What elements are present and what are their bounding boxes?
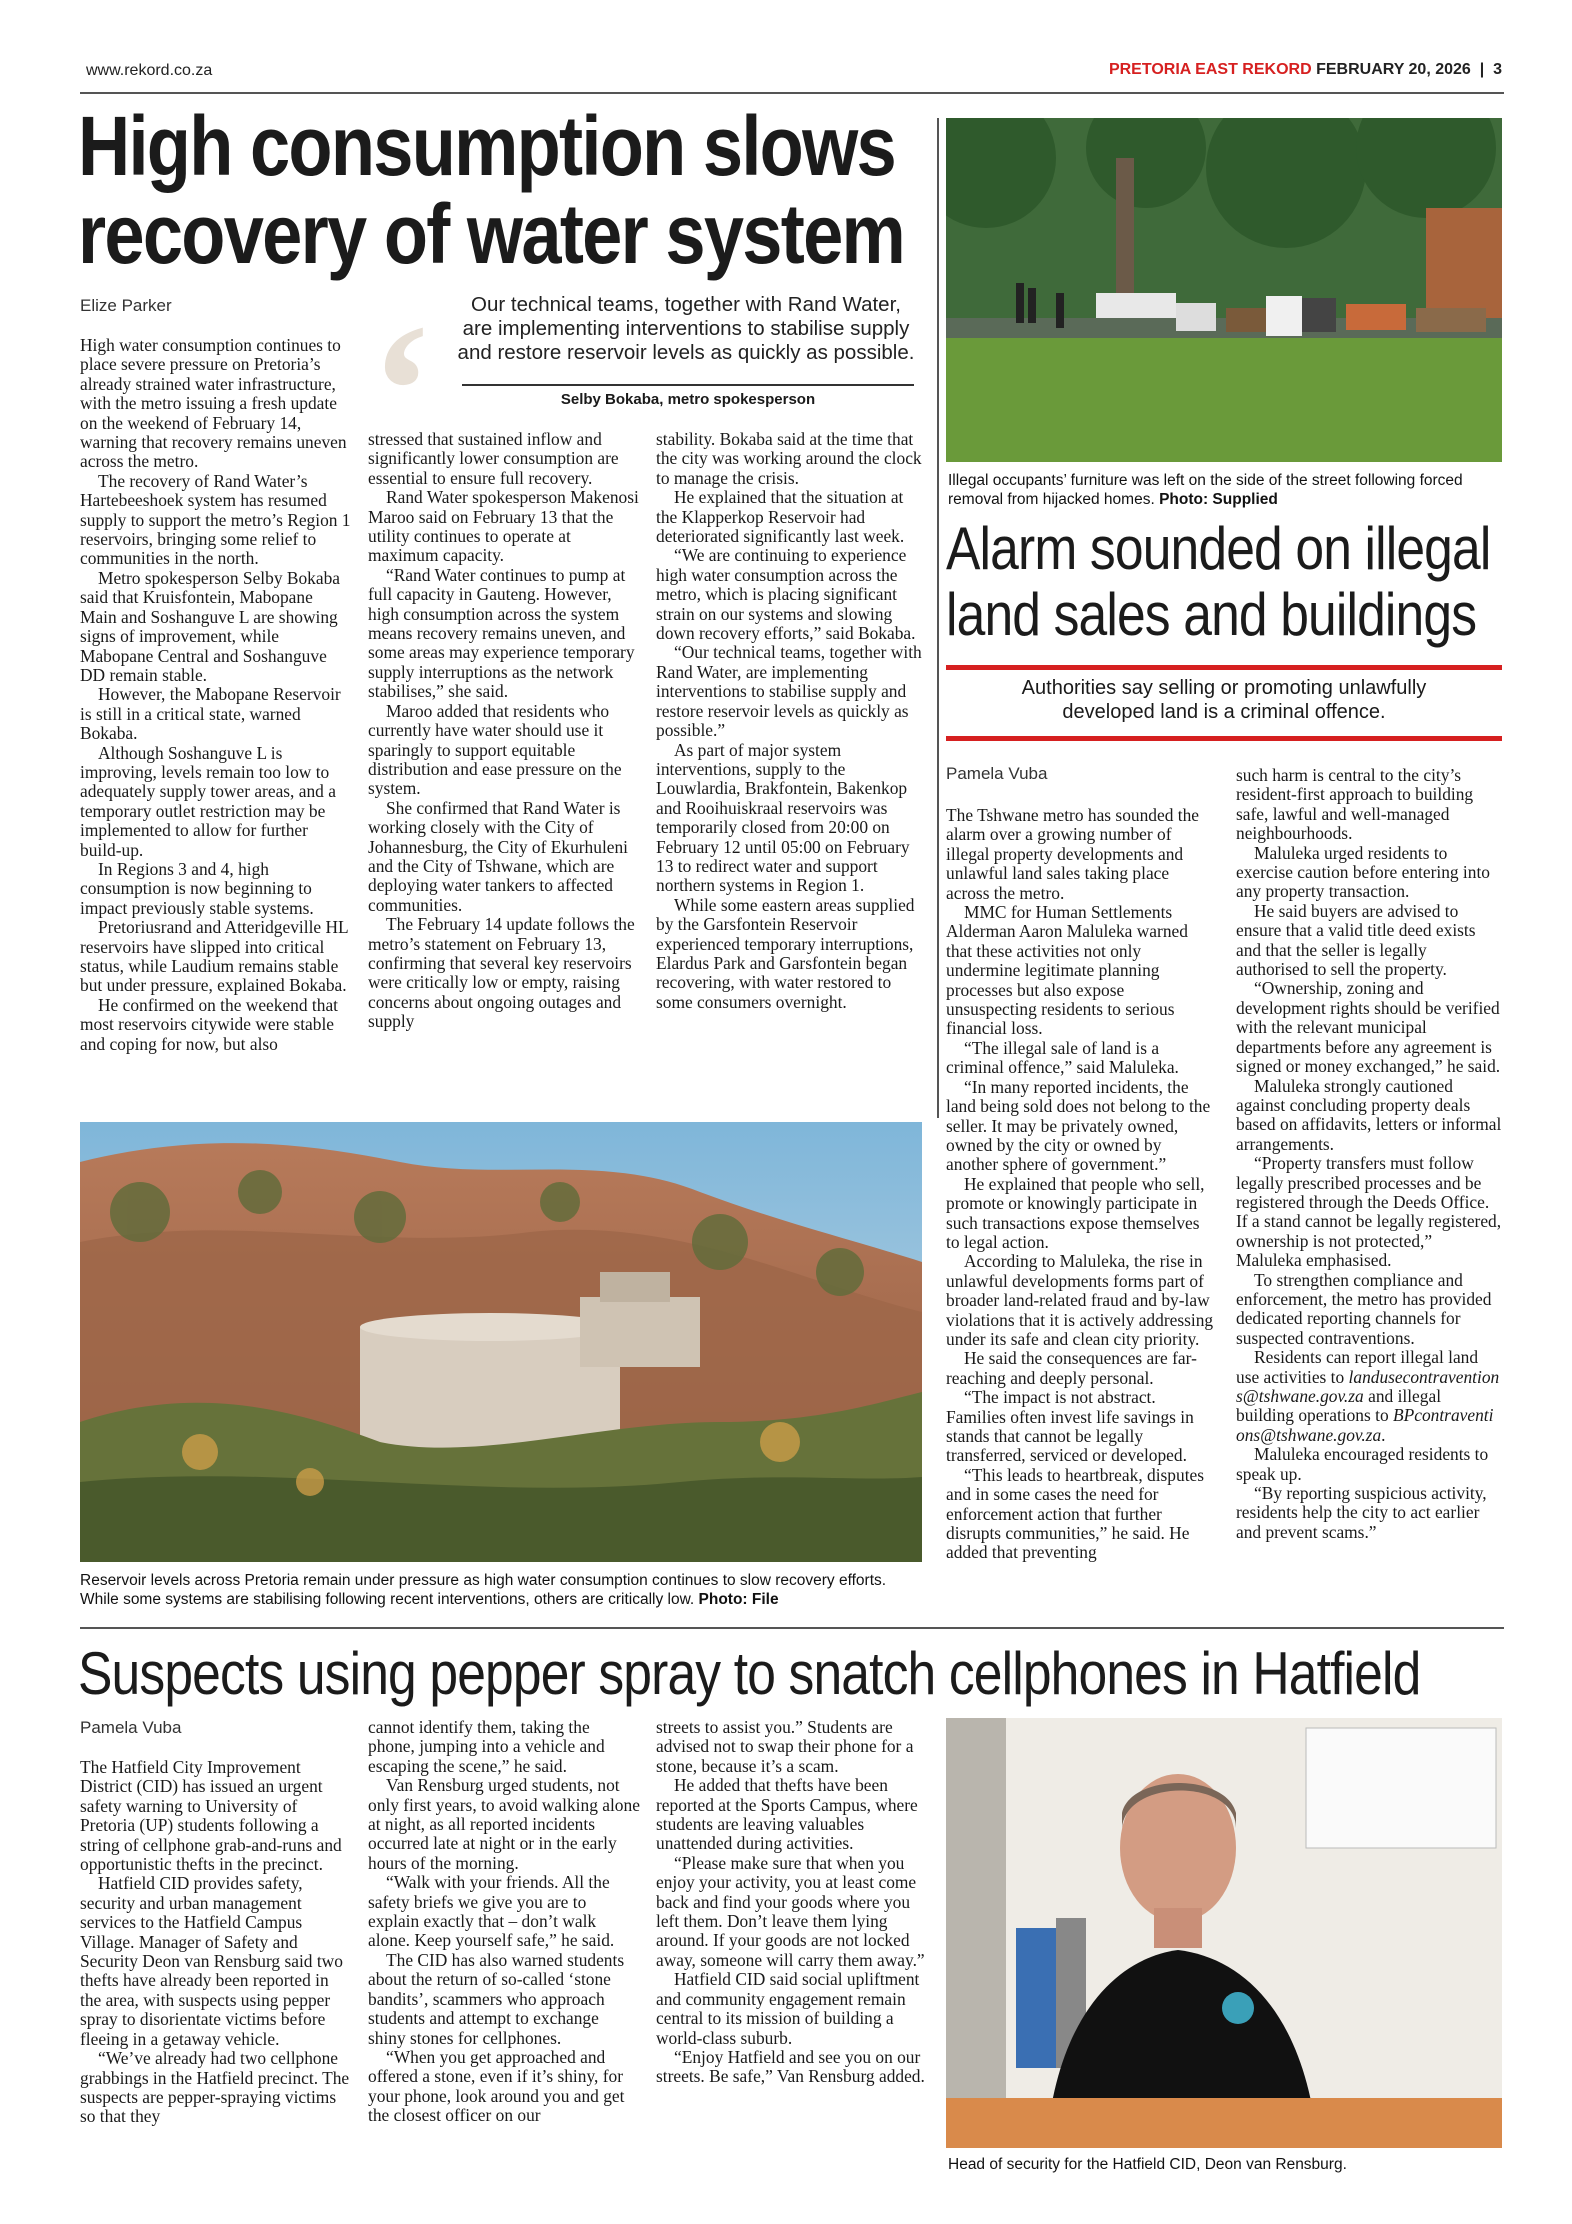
- story3-c3-p4: Hatfield CID said social upliftment and community engagement remain central to its mission of building a world-class suburb.: [656, 1969, 920, 2048]
- story2-c1-p6: According to Maluleka, the rise in unlawful developments forms part of broader land-related fraud and by-law violations that it is actively addressing under its safe and clean city priority.: [946, 1251, 1214, 1349]
- email-land-use[interactable]: landusecontraventions@tshwane.gov.za: [1236, 1366, 1500, 1406]
- story2-c2-p1: such harm is central to the city’s resident-first approach to building safe, lawful and well-managed neighbourhoods.: [1236, 765, 1474, 844]
- story2-c1-p3: “The illegal sale of land is a criminal offence,” said Maluleka.: [946, 1037, 1179, 1078]
- site-url: www.rekord.co.za: [86, 62, 213, 79]
- furniture-photo-caption: [948, 471, 1498, 509]
- email-building[interactable]: BPcontraventions@tshwane.gov.za: [1236, 1405, 1494, 1445]
- story1-c3-p1: stability. Bokaba said at the time that the city was working around the clock to manage the crisis.: [656, 429, 922, 488]
- story1-c1-p8: He confirmed on the weekend that most reservoirs citywide were stable and coping for now, but also: [80, 994, 338, 1054]
- publication-name: PRETORIA EAST REKORD: [1108, 61, 1312, 78]
- story1-c2-p2: Rand Water spokesperson Makenosi Maroo said on February 13 that the utility continues to operate at maximum capacity.: [368, 487, 639, 566]
- story1-c1-p1: High water consumption continues to place severe pressure on Pretoria’s already strained water infrastructure, with the metro issuing a fresh update on the weekend of February 14, warning that recovery remains uneven across the metro.: [80, 335, 347, 472]
- furniture-photo: [946, 118, 1502, 462]
- furniture-caption-text: Illegal occupants’ furniture was left on the side of the street following forced removal from hijacked homes.: [948, 472, 1463, 508]
- reservoir-photo-illustration: [80, 1122, 922, 1562]
- story3-c2-p5: “When you get approached and offered a stone, even if it’s shiny, for your phone, look around you and get the closest officer on our: [368, 2046, 625, 2126]
- story1-c2-p4: Maroo added that residents who currently have water should use it sparingly to support equitable distribution and ease pressure on the system.: [368, 700, 622, 799]
- story2-c2-p8: Maluleka encouraged residents to speak up.: [1236, 1444, 1489, 1484]
- van-rensburg-caption: Head of security for the Hatfield CID, Deon van Rensburg.: [948, 2156, 1347, 2173]
- story2-standfirst: Authorities say selling or promoting unlawfully developed land is a criminal offence.: [1021, 677, 1427, 723]
- story2-c2-p5: Maluleka strongly cautioned against concluding property deals based on affidavits, letters or informal arrangements.: [1236, 1075, 1502, 1154]
- story1-c3-p3: “We are continuing to experience high water consumption across the metro, which is placing significant strain on our systems and slowing down recovery efforts,” said Bokaba.: [656, 545, 916, 644]
- story3-c1-p2: Hatfield CID provides safety, security and urban management services to the Hatfield Campus Village. Manager of Safety and Security Deon van Rensburg said two thefts have already been reported in the area, with suspects using pepper spray to disorientate victims before fleeing in a getaway vehicle.: [80, 1873, 343, 2049]
- story1-c1-p7: Pretoriusrand and Atteridgeville HL reservoirs have slipped into critical status, while Laudium remains stable but under pressure, explained Bokaba.: [80, 917, 349, 996]
- story1-byline: Elize Parker: [80, 296, 172, 315]
- header-rule: [80, 92, 1504, 94]
- story1-c2-p6: The February 14 update follows the metro’s statement on February 13, confirming that several key reservoirs were critically low or empty, raising concerns about ongoing outages and supply: [368, 914, 635, 1032]
- van-rensburg-photo: [946, 1718, 1502, 2148]
- section-divider: [80, 1627, 1504, 1629]
- story2-c2-p6: “Property transfers must follow legally prescribed processes and be registered through the Deeds Office. If a stand cannot be legally registered, ownership is not protected,” Maluleka emphasised.: [1236, 1153, 1502, 1271]
- pull-quote-rule: [462, 384, 914, 386]
- story1-c1-p4: However, the Mabopane Reservoir is still in a critical state, warned Bokaba.: [80, 684, 341, 744]
- story2-c2-p9: “By reporting suspicious activity, residents help the city to act earlier and prevent scams.”: [1236, 1483, 1487, 1542]
- story3-c2-p1: cannot identify them, taking the phone, jumping into a vehicle and escaping the scene,” he said.: [368, 1717, 605, 1776]
- story2-c1-p5: He explained that people who sell, promote or knowingly participate in such transactions expose themselves to legal action.: [946, 1173, 1205, 1252]
- story1-column-3: [656, 430, 928, 1012]
- story3-c1-p1: The Hatfield City Improvement District (CID) has issued an urgent safety warning to University of Pretoria (UP) students following a string of cellphone grab-and-runs and opportunistic thefts in the precinct.: [80, 1757, 342, 1875]
- story1-c3-p2: He explained that the situation at the Klapperkop Reservoir had deteriorated significantly last week.: [656, 487, 905, 547]
- story1-c3-p5: As part of major system interventions, supply to the Louwlardia, Brakfontein, Bakenkop and Rooihuiskraal reservoirs was temporarily closed from 20:00 on February 12 until 05:00 on February 13 to redirect water and support northern systems in Region 1.: [656, 739, 910, 896]
- story1-c1-p2: The recovery of Rand Water’s Hartebeeshoek system has resumed supply to support the metro’s Region 1 reservoirs, bringing some relief to communities in the north.: [80, 470, 351, 569]
- story1-c2-p5: She confirmed that Rand Water is working closely with the City of Johannesburg, the City of Ekurhuleni and the City of Tshwane, which are deploying water tankers to affected communities.: [368, 797, 629, 915]
- furniture-photo-credit: Photo: Supplied: [1159, 491, 1278, 508]
- issue-date: FEBRUARY 20, 2026: [1316, 61, 1471, 78]
- story2-column-2: [1236, 766, 1502, 1542]
- story2-c1-p9: “This leads to heartbreak, disputes and in some cases the need for enforcement action that further disrupts communities,” he said. He added that preventing: [946, 1464, 1205, 1563]
- story2-c1-p7: He said the consequences are far-reaching and deeply personal.: [946, 1348, 1197, 1388]
- story3-column-1: [80, 1758, 352, 2127]
- story2-c1-p8: “The impact is not abstract. Families often invest life savings in stands that cannot be legally transferred, serviced or developed.: [946, 1387, 1194, 1466]
- column-divider: [937, 118, 939, 1118]
- reservoir-photo: [80, 1122, 922, 1562]
- story3-c2-p4: The CID has also warned students about the return of so-called ‘stone bandits’, scammers who approach students and attempt to exchange shiny stones for cellphones.: [368, 1949, 625, 2048]
- story1-c3-p6: While some eastern areas supplied by the Garsfontein Reservoir experienced temporary interruptions, Elardus Park and Garsfontein began recovering, with water restored to some consumers overnight.: [656, 894, 915, 1012]
- standfirst-bottom-rule: [946, 736, 1502, 741]
- story2-c2-p3: He said buyers are advised to ensure that a valid title deed exists and that the seller is legally authorised to sell the property.: [1236, 900, 1476, 980]
- story2-headline-line1: Alarm sounded on illegal: [946, 515, 1491, 582]
- story1-headline-line2: recovery of water system: [78, 187, 905, 281]
- pull-quote: Our technical teams, together with Rand Water, are implementing interventions to stabilise supply and restore reservoir levels as quickly as possible.: [457, 293, 915, 364]
- story3-c3-p3: “Please make sure that when you enjoy your activity, you at least come back and find your goods where you left them. Don’t leave them lying around. If your goods are not locked away, someone will carry them away.”: [656, 1852, 925, 1970]
- story2-c2-p2: Maluleka urged residents to exercise caution before entering into any property transaction.: [1236, 842, 1490, 902]
- story3-headline: Suspects using pepper spray to snatch cellphones in Hatfield: [78, 1640, 1421, 1707]
- story3-column-2: [368, 1718, 640, 2126]
- van-rensburg-photo-illustration: [946, 1718, 1502, 2148]
- reservoir-caption-text: Reservoir levels across Pretoria remain under pressure as high water consumption continues to slow recovery efforts. While some systems are stabilising following recent interventions, others are critically low.: [80, 1572, 887, 1608]
- story2-c2-p7: To strengthen compliance and enforcement, the metro has provided dedicated reporting channels for suspected contraventions.: [1236, 1269, 1492, 1348]
- story3-c1-p3: “We’ve already had two cellphone grabbings in the Hatfield precinct. The suspects are pepper-spraying victims so that they: [80, 2048, 350, 2127]
- story2-c2-report: [1236, 1348, 1502, 1445]
- report-intro: Residents can report illegal land use activities to: [1236, 1347, 1479, 1387]
- furniture-photo-illustration: [946, 118, 1502, 462]
- story1-c2-p1: stressed that sustained inflow and significantly lower consumption are essential to ensure full recovery.: [368, 429, 619, 488]
- reservoir-photo-caption: [80, 1571, 920, 1609]
- reservoir-photo-credit: Photo: File: [698, 1591, 779, 1608]
- story2-column-1: [946, 806, 1214, 1563]
- standfirst-top-rule: [946, 665, 1502, 670]
- story3-c3-p1: streets to assist you.” Students are advised not to swap their phone for a stone, because it’s a scam.: [656, 1717, 914, 1776]
- story1-headline: [78, 99, 905, 281]
- quote-mark-icon: ‘: [370, 286, 434, 496]
- page-separator: |: [1475, 61, 1489, 78]
- story1-column-2: [368, 430, 640, 1032]
- story2-c1-p2: MMC for Human Settlements Alderman Aaron Maluleka warned that these activities not only undermine legitimate planning processes but also expose unsuspecting residents to serious financial loss.: [946, 902, 1188, 1039]
- story2-byline: Pamela Vuba: [946, 764, 1048, 783]
- pull-quote-attribution: Selby Bokaba, metro spokesperson: [560, 391, 816, 408]
- story3-c2-p3: “Walk with your friends. All the safety briefs we give you are to explain exactly that – don’t walk alone. Keep yourself safe,” he said.: [368, 1872, 615, 1951]
- story2-headline-line2: land sales and buildings: [946, 581, 1477, 648]
- story2-headline: [946, 516, 1490, 648]
- story1-c1-p5: Although Soshanguve L is improving, levels remain too low to adequately supply tower areas, and a temporary outlet restriction may be implemented to allow for further build-up.: [80, 742, 336, 860]
- report-mid: and illegal building operations to: [1236, 1386, 1442, 1426]
- story1-c3-p4: “Our technical teams, together with Rand Water, are implementing interventions to stabilise supply and restore reservoir levels as quickly as possible.”: [656, 642, 922, 741]
- story3-c3-p5: “Enjoy Hatfield and see you on our streets. Be safe,” Van Rensburg added.: [656, 2046, 925, 2087]
- story2-c1-p1: The Tshwane metro has sounded the alarm over a growing number of illegal property developments and unlawful land sales taking place across the metro.: [946, 805, 1199, 903]
- story2-c1-p4: “In many reported incidents, the land being sold does not belong to the seller. It may be privately owned, owned by the city or owned by another sphere of government.”: [946, 1076, 1211, 1175]
- story1-c1-p6: In Regions 3 and 4, high consumption is now beginning to impact previously stable systems.: [80, 858, 314, 918]
- page-number: 3: [1493, 61, 1502, 78]
- story1-column-1: [80, 336, 352, 1054]
- story3-c3-p2: He added that thefts have been reported at the Sports Campus, where students are leaving valuables unattended during activities.: [656, 1775, 918, 1854]
- story1-headline-line1: High consumption slows: [78, 99, 896, 193]
- masthead: [1109, 61, 1502, 79]
- story3-column-3: [656, 1718, 928, 2087]
- report-end: .: [1381, 1424, 1386, 1445]
- story1-c1-p3: Metro spokesperson Selby Bokaba said that Kruisfontein, Mabopane Main and Soshanguve L are showing signs of improvement, while Mabopane Central and Soshanguve DD remain stable.: [80, 567, 340, 685]
- story1-c2-p3: “Rand Water continues to pump at full capacity in Gauteng. However, high consumption across the system means recovery remains uneven, and some areas may experience temporary supply interruptions as the network stabilises,” she said.: [368, 564, 635, 702]
- story3-byline: Pamela Vuba: [80, 1718, 182, 1737]
- story3-c2-p2: Van Rensburg urged students, not only first years, to avoid walking alone at night, as all reported incidents occurred late at night or in the early hours of the morning.: [368, 1775, 640, 1873]
- story2-c2-p4: “Ownership, zoning and development rights should be verified with the relevant municipal departments before any agreement is signed or money exchanged,” he said.: [1236, 978, 1501, 1077]
